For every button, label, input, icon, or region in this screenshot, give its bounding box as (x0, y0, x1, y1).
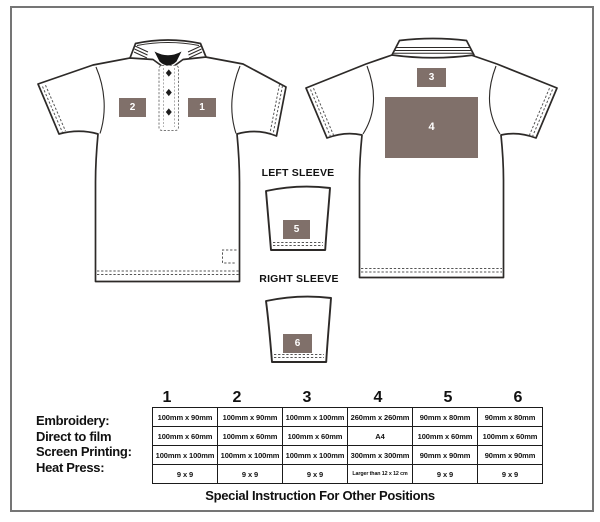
left-sleeve-caption: LEFT SLEEVE (261, 167, 335, 179)
column-header-1: 1 (162, 389, 172, 406)
back-collar-band (392, 39, 474, 58)
back-shirt-outline (306, 55, 557, 278)
row-label-screen-printing: Screen Printing: (36, 444, 132, 459)
table-cell: 100mm x 60mm (478, 427, 543, 446)
table-cell: 9 x 9 (153, 465, 218, 484)
table-row-heat-press (153, 465, 543, 484)
footer-title: Special Instruction For Other Positions (205, 488, 435, 503)
table-cell: 100mm x 90mm (153, 408, 218, 427)
table-cell: 100mm x 100mm (153, 446, 218, 465)
size-table (152, 407, 543, 484)
column-header-3: 3 (302, 389, 312, 406)
table-cell: 100mm x 100mm (218, 446, 283, 465)
table-cell: 9 x 9 (283, 465, 348, 484)
placement-zone-5: 5 (283, 220, 310, 239)
table-cell: 100mm x 60mm (283, 427, 348, 446)
table-cell: 9 x 9 (478, 465, 543, 484)
placement-zone-6: 6 (283, 334, 312, 353)
row-label-heat-press: Heat Press: (36, 460, 105, 475)
table-cell: Larger than 12 x 12 cm (348, 465, 413, 484)
table-cell: 90mm x 90mm (413, 446, 478, 465)
placement-zone-2: 2 (119, 98, 146, 117)
table-cell: 90mm x 80mm (413, 408, 478, 427)
table-cell: 9 x 9 (413, 465, 478, 484)
table-row-embroidery (153, 408, 543, 427)
table-cell: 300mm x 300mm (348, 446, 413, 465)
table-cell: A4 (348, 427, 413, 446)
table-cell: 100mm x 60mm (218, 427, 283, 446)
row-label-embroidery: Embroidery: (36, 413, 110, 428)
table-cell: 100mm x 60mm (413, 427, 478, 446)
table-cell: 90mm x 90mm (478, 446, 543, 465)
left-sleeve-drawing (266, 187, 330, 250)
table-cell: 100mm x 100mm (283, 408, 348, 427)
column-header-5: 5 (443, 389, 453, 406)
table-cell: 100mm x 90mm (218, 408, 283, 427)
table-cell: 100mm x 100mm (283, 446, 348, 465)
table-row-direct-to-film (153, 427, 543, 446)
placement-zone-4: 4 (385, 97, 478, 158)
left-sleeve-outline (266, 187, 330, 250)
column-header-6: 6 (513, 389, 523, 406)
table-cell: 260mm x 260mm (348, 408, 413, 427)
placement-zone-3: 3 (417, 68, 446, 87)
front-shirt-drawing (38, 40, 286, 282)
column-header-2: 2 (232, 389, 242, 406)
row-label-direct-to-film: Direct to film (36, 429, 112, 444)
table-cell: 90mm x 80mm (478, 408, 543, 427)
right-sleeve-caption: RIGHT SLEEVE (259, 273, 339, 285)
table-cell: 9 x 9 (218, 465, 283, 484)
column-header-4: 4 (373, 389, 383, 406)
table-row-screen-printing (153, 446, 543, 465)
placement-zone-1: 1 (188, 98, 216, 117)
table-cell: 100mm x 60mm (153, 427, 218, 446)
